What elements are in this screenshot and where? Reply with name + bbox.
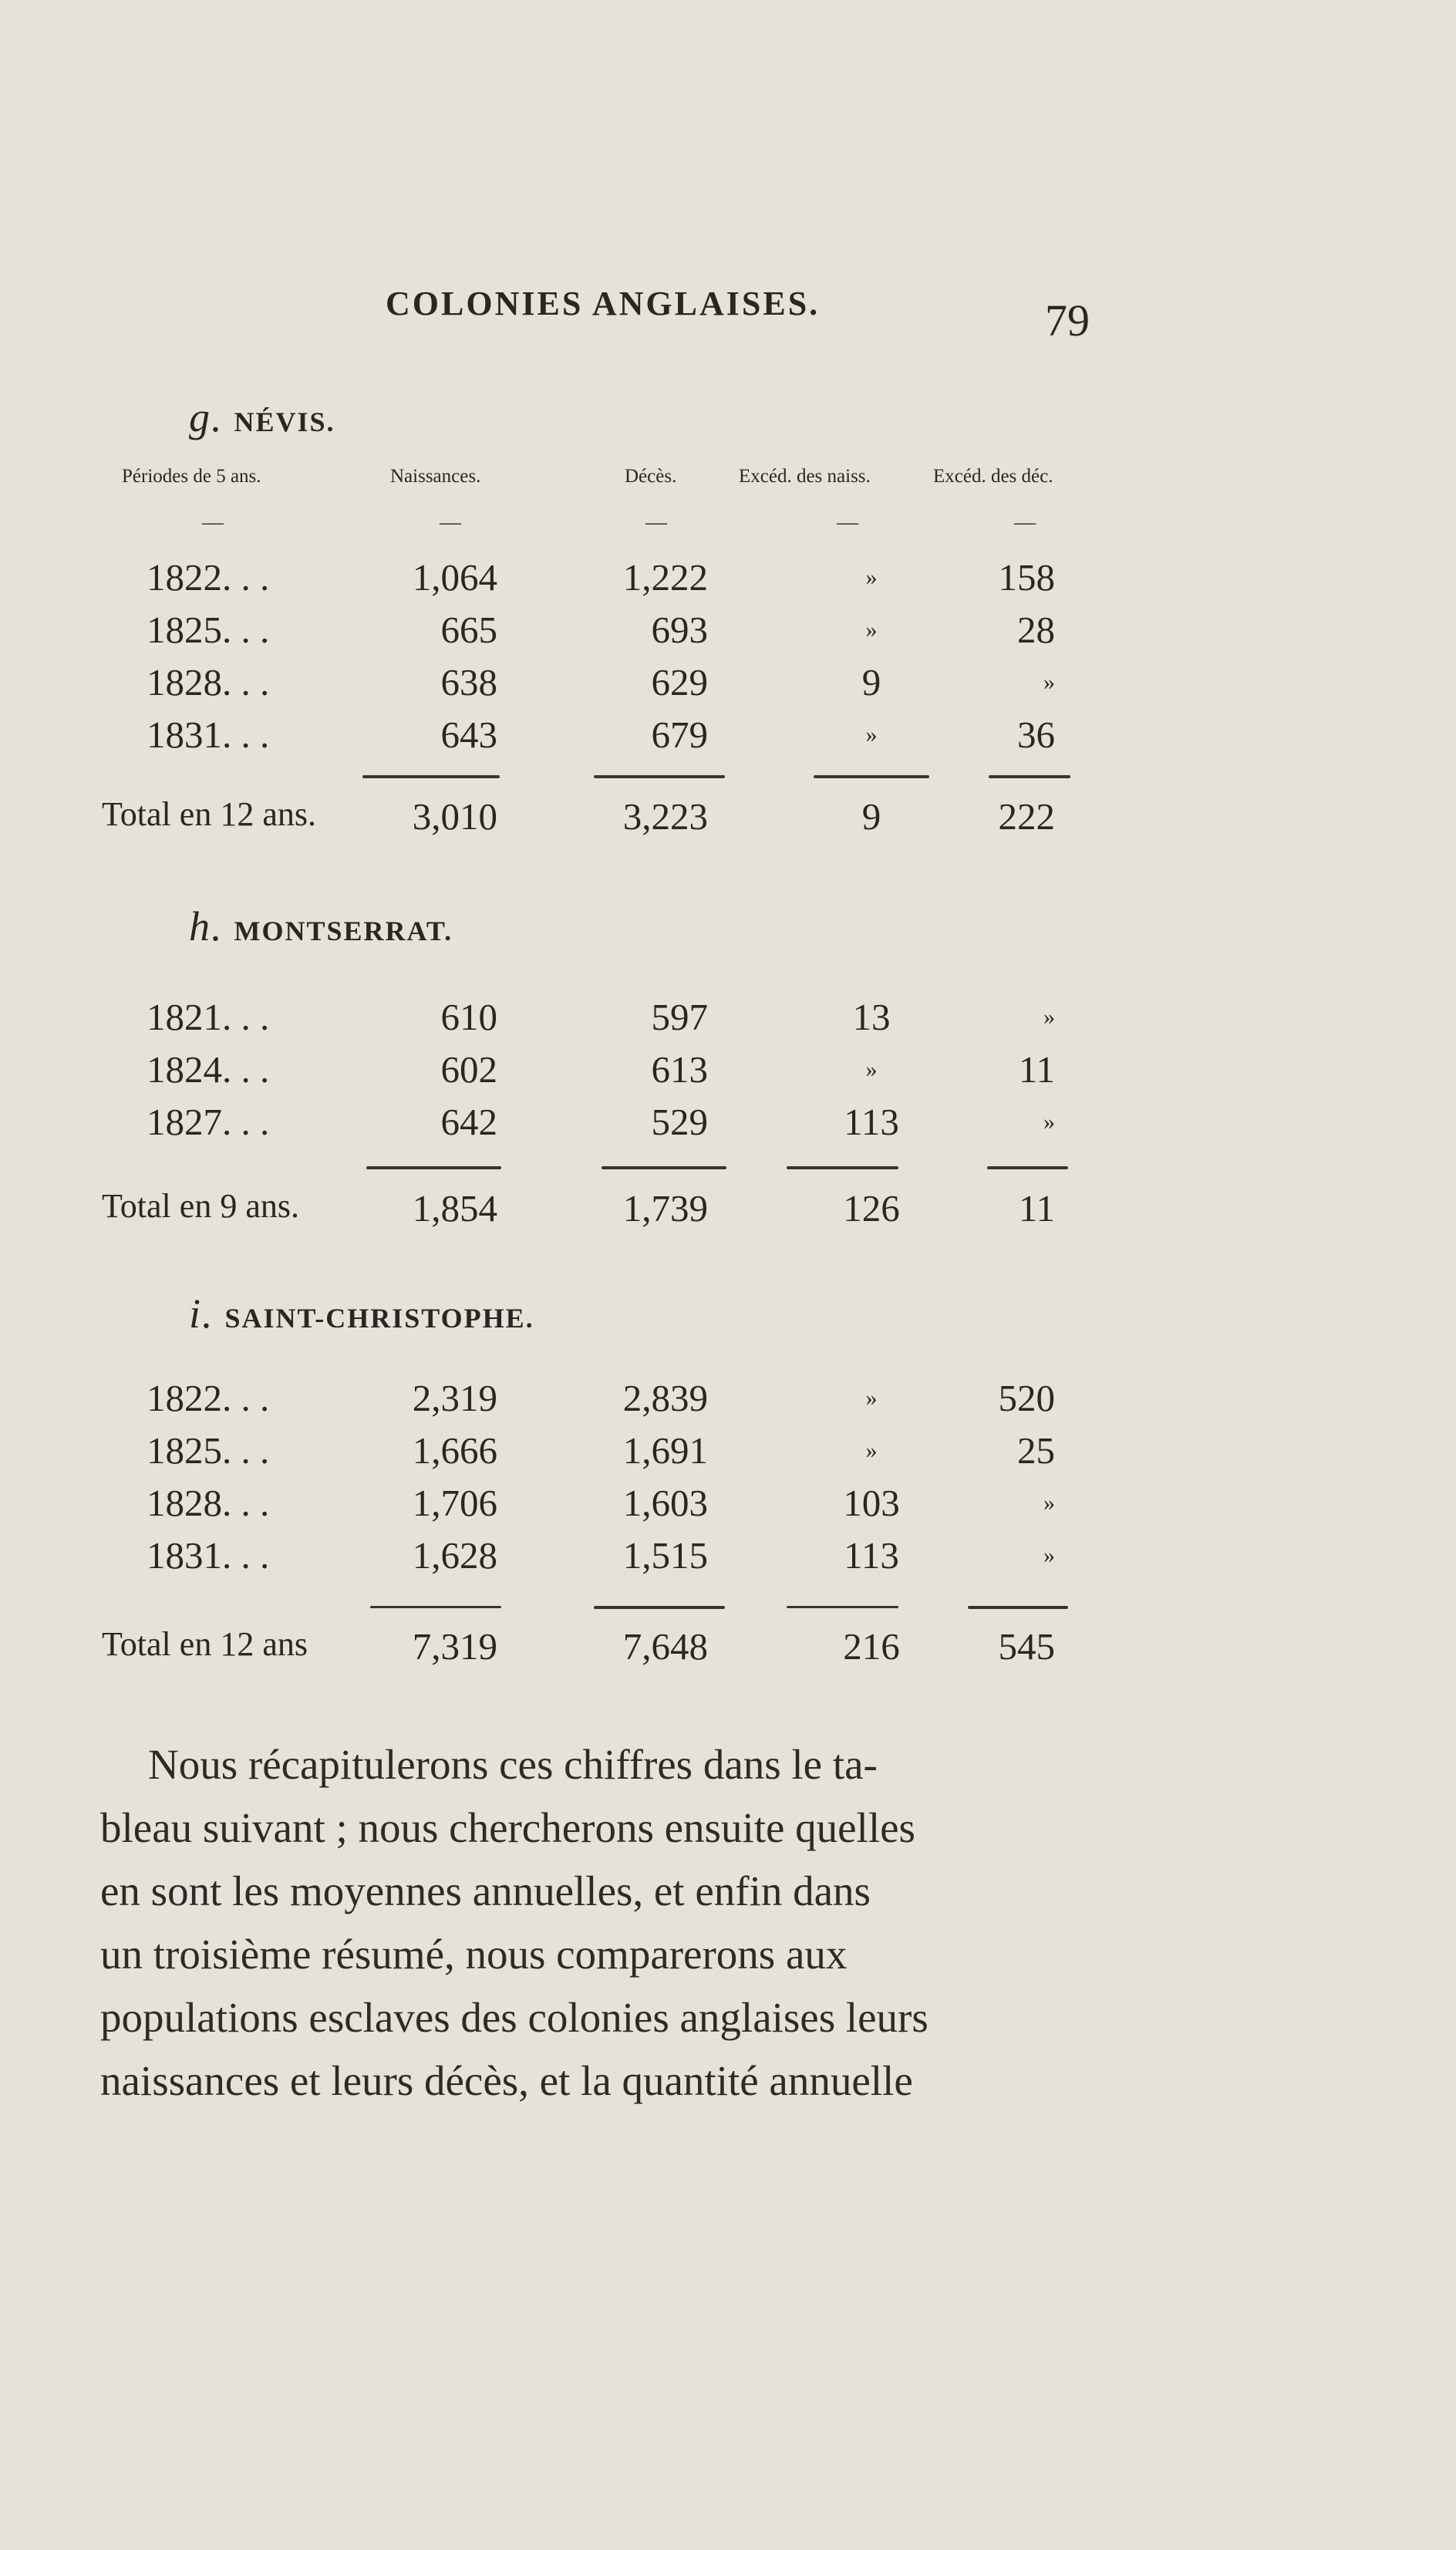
total-births: 1,854 <box>412 1187 497 1229</box>
running-head: COLONIES ANGLAISES. <box>386 285 821 322</box>
cell-period: 1824. . . <box>147 1048 270 1091</box>
sum-rule <box>594 1606 725 1609</box>
section-name: MONTSERRAT. <box>234 916 453 946</box>
table-row <box>0 1100 1456 1154</box>
cell-excess-deaths: 36 <box>1017 713 1055 756</box>
cell-deaths: 2,839 <box>622 1377 708 1419</box>
cell-excess-deaths: » <box>1043 670 1055 695</box>
header-dash: — <box>202 511 224 535</box>
cell-excess-births: » <box>865 1438 878 1463</box>
body-paragraph <box>100 1733 1095 2113</box>
cell-excess-births: » <box>865 1057 878 1082</box>
section-letter: i. <box>189 1290 214 1337</box>
cell-excess-births: 103 <box>843 1482 900 1524</box>
total-births: 3,010 <box>412 795 497 838</box>
section-letter: g. <box>189 394 224 440</box>
cell-excess-births: 113 <box>844 1101 899 1143</box>
cell-births: 1,666 <box>412 1429 497 1472</box>
table-row <box>0 660 1456 714</box>
section-title-montserrat <box>189 902 453 950</box>
cell-period: 1822. . . <box>147 556 270 599</box>
header-excess-deaths: Excéd. des déc. <box>933 466 1053 487</box>
cell-period: 1825. . . <box>147 609 270 651</box>
cell-excess-deaths: » <box>1043 1543 1055 1568</box>
header-deaths: Décès. <box>625 466 677 487</box>
cell-deaths: 629 <box>651 661 708 703</box>
cell-excess-deaths: » <box>1043 1109 1055 1135</box>
total-label: Total en 12 ans. <box>102 795 316 833</box>
total-deaths: 3,223 <box>622 795 708 838</box>
paragraph-line: naissances et leurs décès, et la quantité annuelle <box>100 2057 913 2104</box>
cell-deaths: 597 <box>651 996 708 1038</box>
section-name: NÉVIS. <box>234 406 335 437</box>
total-births: 7,319 <box>412 1625 497 1668</box>
total-excess-deaths: 222 <box>998 795 1055 838</box>
total-excess-deaths: 11 <box>1018 1187 1055 1229</box>
cell-deaths: 1,691 <box>622 1429 708 1472</box>
cell-excess-deaths: » <box>1043 1490 1055 1516</box>
total-excess-births: 216 <box>843 1625 900 1668</box>
cell-period: 1825. . . <box>147 1429 270 1472</box>
cell-births: 665 <box>440 609 497 651</box>
cell-deaths: 1,515 <box>622 1534 708 1577</box>
sum-rule <box>366 1166 501 1169</box>
total-excess-births: 9 <box>861 795 881 838</box>
page-number: 79 <box>1045 295 1090 346</box>
sum-rule <box>370 1606 501 1608</box>
total-deaths: 1,739 <box>622 1187 708 1229</box>
cell-births: 602 <box>440 1048 497 1091</box>
total-label: Total en 9 ans. <box>102 1187 299 1225</box>
table-row <box>0 1047 1456 1101</box>
header-dash: — <box>837 511 858 535</box>
cell-births: 1,064 <box>412 556 497 599</box>
table-row <box>0 608 1456 662</box>
total-row <box>0 1624 1456 1678</box>
cell-deaths: 613 <box>651 1048 708 1091</box>
cell-births: 1,706 <box>412 1482 497 1524</box>
column-headers <box>0 466 1456 535</box>
cell-births: 1,628 <box>412 1534 497 1577</box>
header-dash: — <box>1014 511 1036 535</box>
table-row <box>0 1428 1456 1482</box>
table-row <box>0 713 1456 767</box>
total-row <box>0 1186 1456 1240</box>
sum-rule <box>989 775 1070 778</box>
cell-excess-deaths: 25 <box>1017 1429 1055 1472</box>
cell-deaths: 693 <box>651 609 708 651</box>
cell-births: 643 <box>440 713 497 756</box>
cell-excess-births: 113 <box>844 1534 899 1577</box>
paragraph-line: en sont les moyennes annuelles, et enfin dans <box>100 1867 871 1914</box>
sum-rule <box>787 1166 898 1169</box>
cell-deaths: 529 <box>651 1101 708 1143</box>
table-row <box>0 1481 1456 1535</box>
cell-deaths: 1,222 <box>622 556 708 599</box>
cell-excess-deaths: 28 <box>1017 609 1055 651</box>
cell-excess-deaths: 158 <box>998 556 1055 599</box>
cell-excess-births: » <box>865 565 878 590</box>
total-deaths: 7,648 <box>622 1625 708 1668</box>
cell-period: 1827. . . <box>147 1101 270 1143</box>
cell-period: 1821. . . <box>147 996 270 1038</box>
cell-excess-deaths: » <box>1043 1004 1055 1030</box>
total-row <box>0 794 1456 848</box>
cell-period: 1828. . . <box>147 1482 270 1524</box>
cell-births: 2,319 <box>412 1377 497 1419</box>
cell-excess-births: » <box>865 1385 878 1411</box>
table-row <box>0 555 1456 609</box>
section-title-nevis <box>189 393 335 441</box>
table-row <box>0 1533 1456 1587</box>
cell-births: 610 <box>440 996 497 1038</box>
sum-rule <box>594 775 725 778</box>
paragraph-line: bleau suivant ; nous chercherons ensuite quelles <box>100 1804 915 1851</box>
cell-excess-births: » <box>865 722 878 747</box>
sum-rule <box>968 1606 1068 1609</box>
table-row <box>0 995 1456 1049</box>
sum-rule <box>362 775 500 778</box>
cell-excess-births: 9 <box>861 661 881 703</box>
cell-period: 1831. . . <box>147 1534 270 1577</box>
sum-rule <box>787 1606 898 1608</box>
cell-period: 1828. . . <box>147 661 270 703</box>
header-dash: — <box>440 511 461 535</box>
paragraph-line: un troisième résumé, nous comparerons aux <box>100 1931 848 1978</box>
paragraph-line: populations esclaves des colonies anglaises leurs <box>100 1994 929 2041</box>
cell-period: 1822. . . <box>147 1377 270 1419</box>
sum-rule <box>814 775 929 778</box>
section-title-saint-christophe <box>189 1290 534 1337</box>
header-excess-births: Excéd. des naiss. <box>739 466 871 487</box>
total-label: Total en 12 ans <box>102 1625 308 1663</box>
header-births: Naissances. <box>390 466 481 487</box>
total-excess-deaths: 545 <box>998 1625 1055 1668</box>
cell-period: 1831. . . <box>147 713 270 756</box>
cell-births: 638 <box>440 661 497 703</box>
sum-rule <box>602 1166 726 1169</box>
cell-deaths: 679 <box>651 713 708 756</box>
cell-excess-births: 13 <box>852 996 891 1038</box>
total-excess-births: 126 <box>843 1187 900 1229</box>
cell-excess-deaths: 11 <box>1018 1048 1055 1091</box>
cell-excess-deaths: 520 <box>998 1377 1055 1419</box>
section-name: SAINT-CHRISTOPHE. <box>224 1303 534 1334</box>
cell-births: 642 <box>440 1101 497 1143</box>
paragraph-line: Nous récapitulerons ces chiffres dans le ta- <box>148 1741 878 1788</box>
section-letter: h. <box>189 903 224 950</box>
header-dash: — <box>645 511 667 535</box>
cell-deaths: 1,603 <box>622 1482 708 1524</box>
header-period: Périodes de 5 ans. <box>122 466 261 487</box>
table-row <box>0 1376 1456 1430</box>
sum-rule <box>987 1166 1068 1169</box>
cell-excess-births: » <box>865 617 878 643</box>
